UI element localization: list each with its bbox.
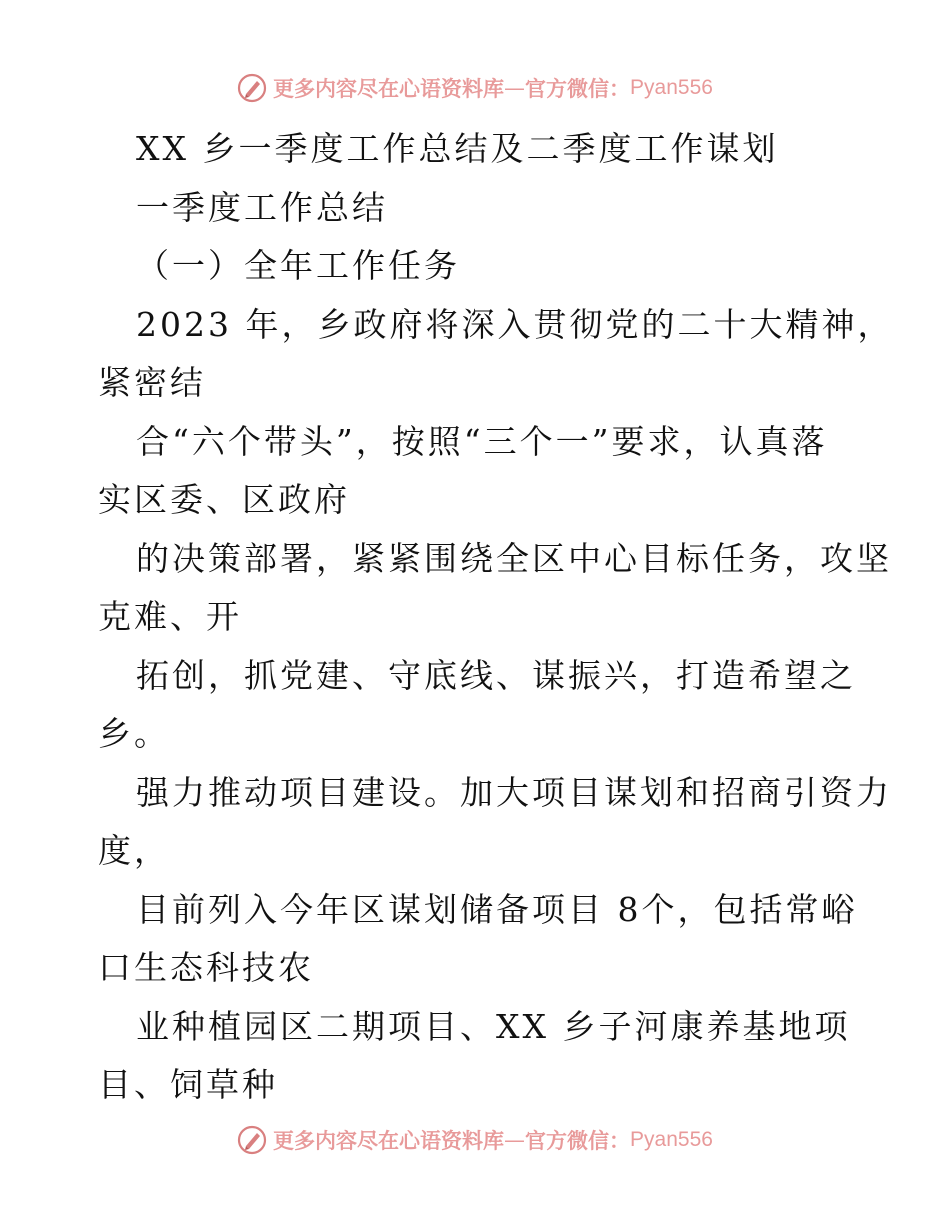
paragraph-line: 口生态科技农 <box>98 948 314 987</box>
paragraph-line: 的决策部署，紧紧围绕全区中心目标任务，攻坚 <box>136 538 892 578</box>
section-heading: 一季度工作总结 <box>136 187 388 227</box>
paragraph-line: 业种植园区二期项目、XX 乡子河康养基地项 <box>136 1006 851 1046</box>
wechat-label: 官方微信： <box>525 1128 631 1153</box>
wechat-handle: Pyan556 <box>630 76 713 99</box>
paragraph-line: 克难、开 <box>98 597 242 636</box>
paragraph-line: 实区委、区政府 <box>98 480 350 519</box>
paragraph-line: 拓创，抓党建、守底线、谋振兴，打造希望之 <box>136 655 856 695</box>
paragraph-line: 合“六个带头”，按照“三个一”要求，认真落 <box>136 421 828 461</box>
header-watermark-banner <box>0 68 950 108</box>
paragraph-line: 乡。 <box>98 714 170 753</box>
subsection-heading: （一）全年工作任务 <box>136 246 460 285</box>
document-title: XX 乡一季度工作总结及二季度工作谋划 <box>136 129 779 168</box>
wechat-handle: Pyan556 <box>630 1128 713 1151</box>
banner-separator: — <box>504 1128 526 1152</box>
brand-name: 更多内容尽在心语资料库 <box>273 76 505 101</box>
wechat-label: 官方微信： <box>525 76 631 101</box>
banner-separator: — <box>504 76 526 100</box>
paragraph-line: 目、饲草种 <box>98 1065 278 1104</box>
paragraph-line: 强力推动项目建设。加大项目谋划和招商引资力 <box>136 772 892 812</box>
brand-name: 更多内容尽在心语资料库 <box>273 1128 505 1153</box>
paragraph-line: 目前列入今年区谋划储备项目 8个，包括常峪 <box>136 889 858 929</box>
pen-logo-icon <box>237 73 267 103</box>
paragraph-line: 度， <box>98 831 170 870</box>
document-body <box>98 120 894 1115</box>
paragraph-line: 紧密结 <box>98 363 206 402</box>
pen-logo-icon <box>237 1125 267 1155</box>
paragraph-line: 2023 年，乡政府将深入贯彻党的二十大精神， <box>136 304 894 344</box>
footer-watermark-banner <box>0 1120 950 1160</box>
